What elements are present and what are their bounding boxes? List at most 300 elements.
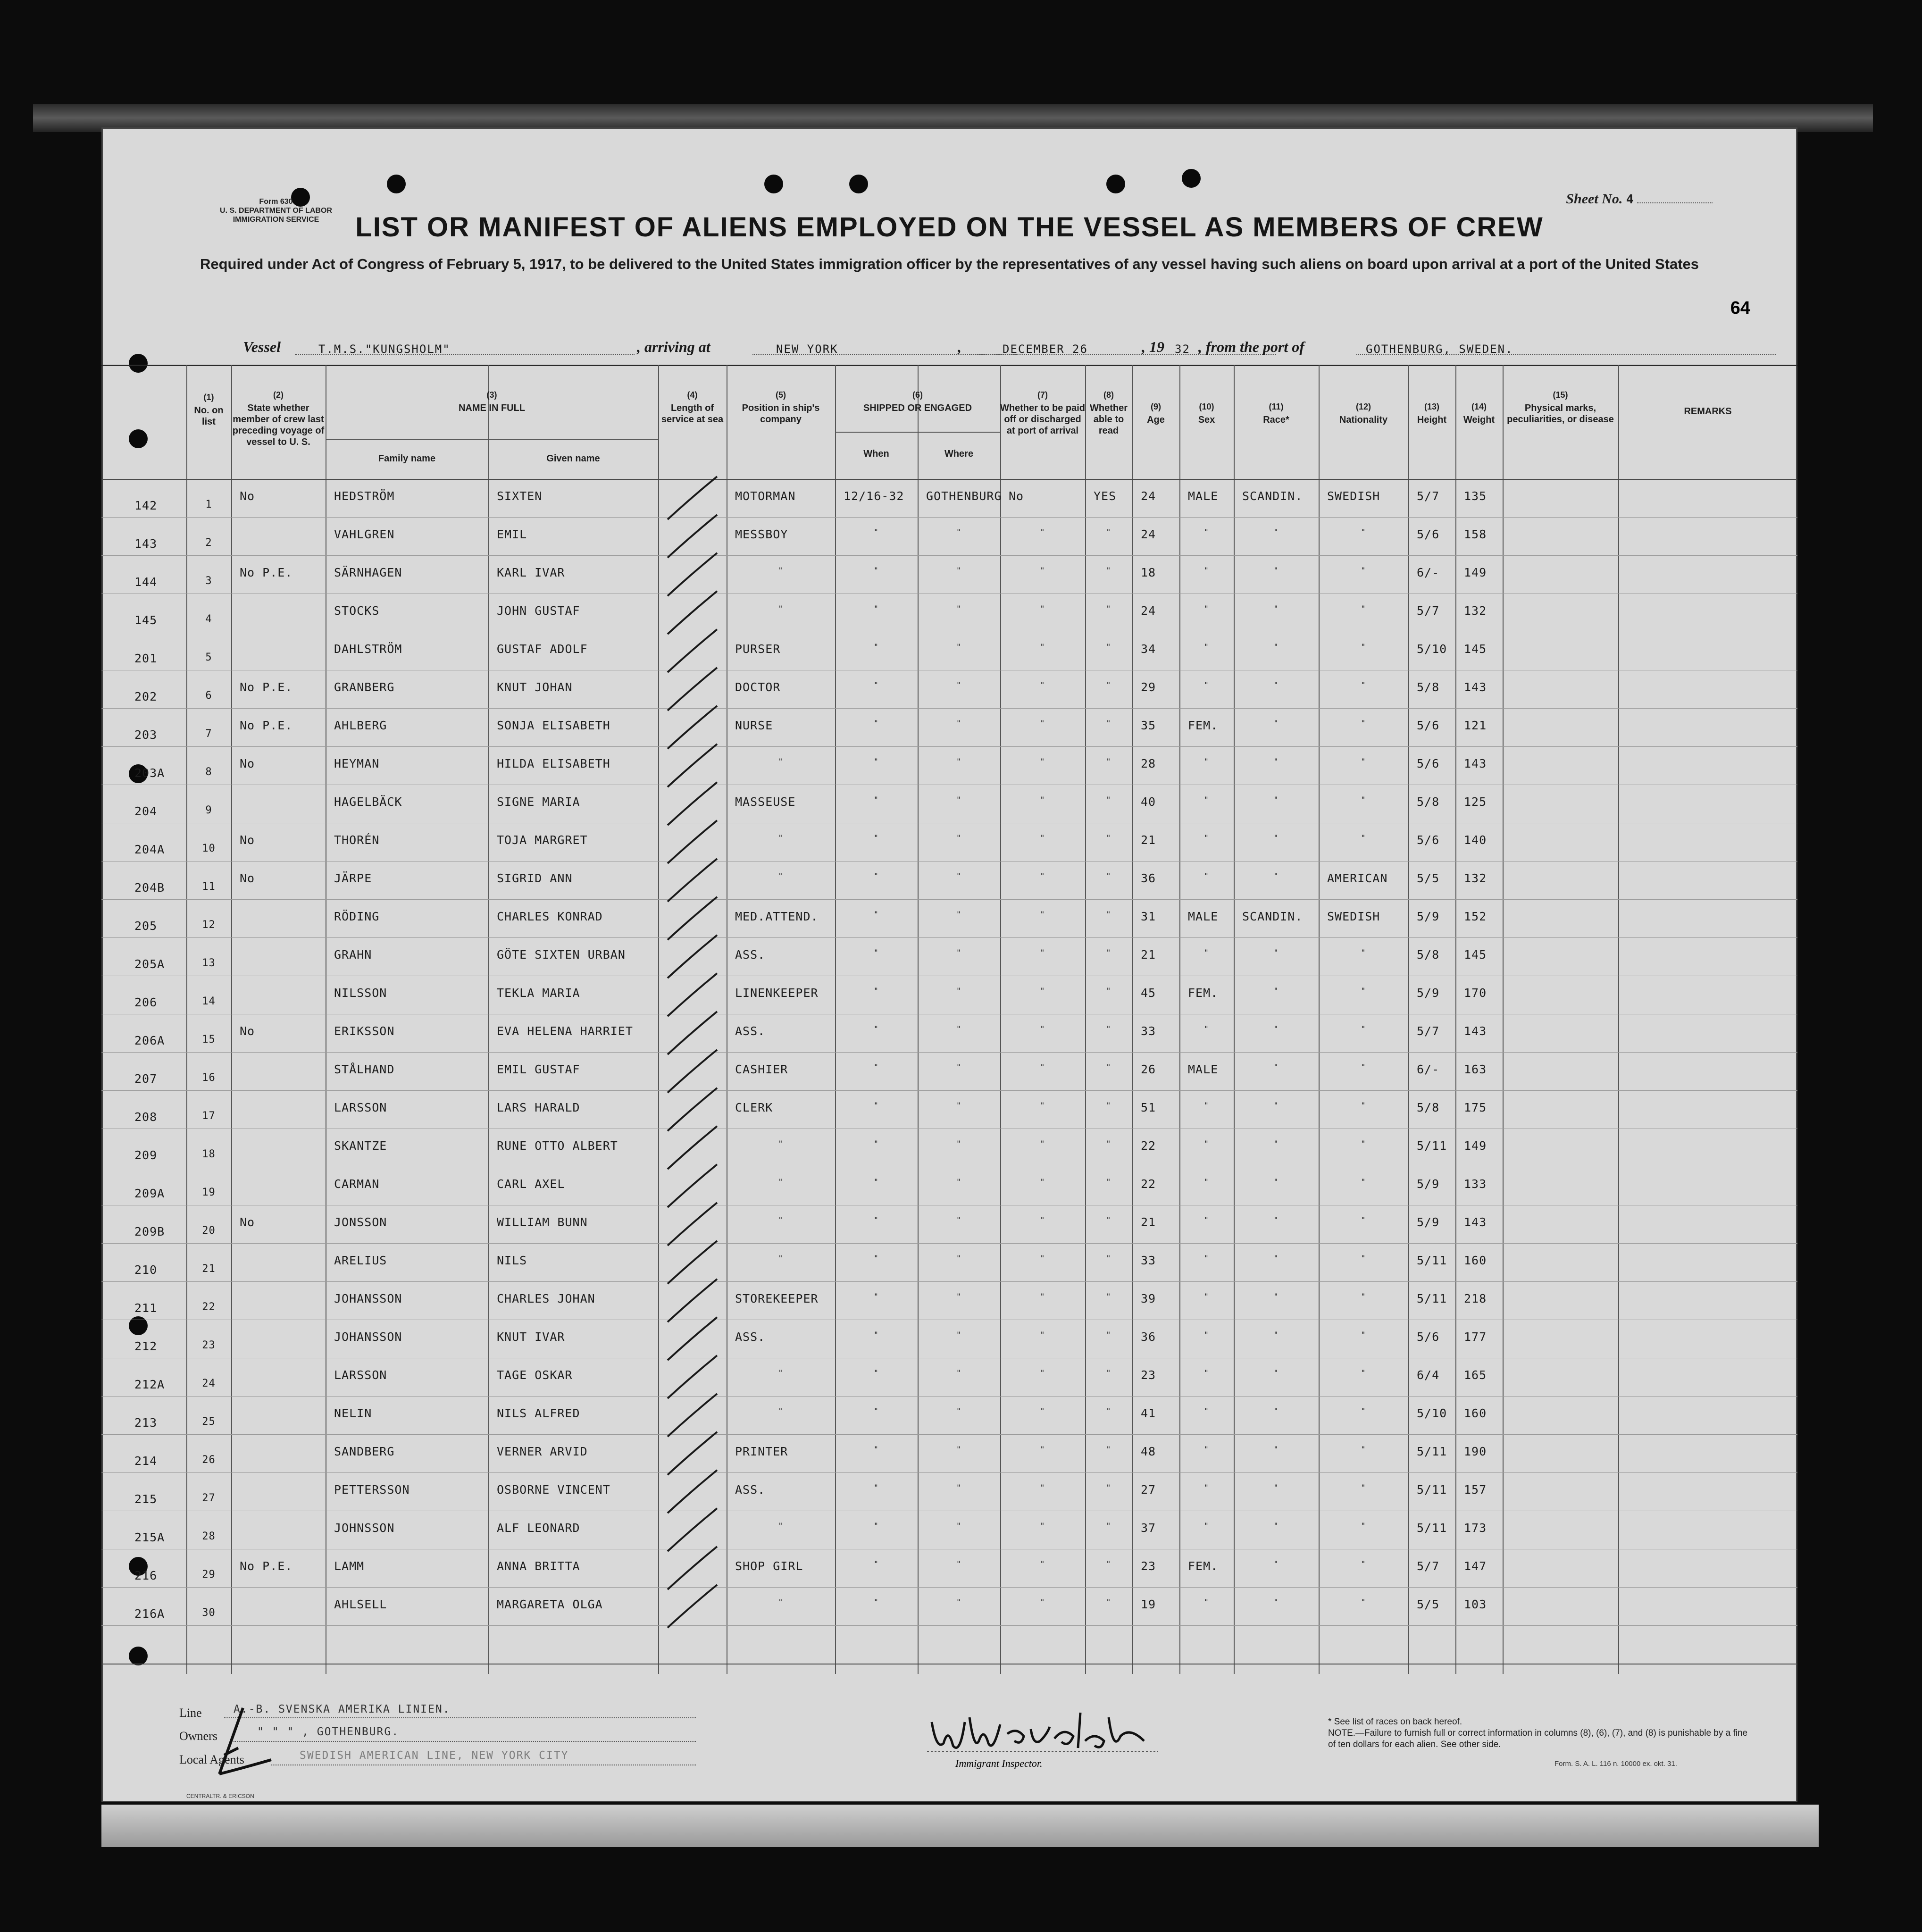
cell-family: LARSSON [334,1101,387,1114]
cell-no: 16 [202,1072,216,1084]
cell-age: 24 [1141,527,1156,541]
ditto-mark: " [1361,1483,1366,1492]
cell-weight: 145 [1464,642,1487,656]
cell-ref: 204B [134,881,165,895]
cell-height: 5/11 [1417,1483,1447,1497]
cell-age: 23 [1141,1368,1156,1382]
ditto-mark: " [1204,1521,1209,1530]
year-label: , 19 [1142,338,1164,355]
cell-nationality: AMERICAN [1327,871,1388,885]
ditto-mark: " [1361,795,1366,804]
ditto-mark: " [956,1406,961,1415]
cell-given: EMIL [497,527,527,541]
ditto-mark: " [956,1368,961,1377]
cell-family: SÄRNHAGEN [334,566,402,579]
cell-height: 5/7 [1417,1024,1440,1038]
cell-given: NILS [497,1254,527,1267]
ditto-mark: " [1361,1597,1366,1606]
service-stroke [668,1088,717,1131]
cell-prev: No [240,489,255,503]
ditto-mark: " [1040,1215,1045,1224]
cell-position: DOCTOR [735,680,781,694]
ditto-mark: " [1106,566,1111,575]
ditto-mark: " [956,1330,961,1339]
cell-ref: 203 [134,728,158,742]
ditto-mark: " [874,1445,879,1454]
cell-no: 9 [205,804,212,816]
cell-position: MOTORMAN [735,489,796,503]
ditto-mark: " [1040,1597,1045,1606]
ditto-mark: " [1204,1368,1209,1377]
page-number: 64 [1730,298,1750,318]
cell-ref: 207 [134,1072,158,1086]
cell-height: 5/5 [1417,871,1440,885]
cell-position: PURSER [735,642,781,656]
cell-family: RÖDING [334,910,380,923]
cell-height: 5/6 [1417,757,1440,770]
ditto-mark: " [778,1597,784,1606]
ditto-mark: " [1106,719,1111,728]
cell-no: 26 [202,1454,216,1466]
cell-height: 5/6 [1417,833,1440,847]
ditto-mark: " [1273,1597,1279,1606]
cell-height: 5/11 [1417,1254,1447,1267]
cell-read: YES [1094,489,1117,503]
ditto-mark: " [956,1445,961,1454]
ditto-mark: " [1040,1139,1045,1148]
cell-family: CARMAN [334,1177,380,1191]
cell-no: 2 [205,537,212,549]
cell-no: 8 [205,766,212,778]
ditto-mark: " [1273,1139,1279,1148]
ditto-mark: " [778,1406,784,1415]
cell-family: AHLSELL [334,1597,387,1611]
cell-family: JOHANSSON [334,1330,402,1344]
cell-weight: 160 [1464,1406,1487,1420]
ditto-mark: " [956,910,961,919]
ditto-mark: " [1361,833,1366,842]
ditto-mark: " [1106,1177,1111,1186]
ditto-mark: " [874,871,879,880]
vessel-name: T.M.S."KUNGSHOLM" [318,343,451,356]
form-number: Form 630 [259,198,293,206]
cell-age: 22 [1141,1139,1156,1153]
cell-weight: 143 [1464,680,1487,694]
cell-ref: 215A [134,1531,165,1544]
cell-age: 19 [1141,1597,1156,1611]
cell-weight: 143 [1464,1215,1487,1229]
arrival-year: 32 [1175,343,1190,356]
cell-height: 6/4 [1417,1368,1440,1382]
header-race: (11) Race* [1263,402,1289,425]
header-family-name: Family name [378,453,436,464]
ditto-mark: " [1361,680,1366,689]
cell-age: 24 [1141,604,1156,618]
cell-ref: 201 [134,652,158,665]
header-when: When [863,449,889,459]
ditto-mark: " [1106,1368,1111,1377]
cell-ref: 206 [134,995,158,1009]
cell-ref: 214 [134,1454,158,1468]
cell-no: 27 [202,1492,216,1504]
cell-height: 5/7 [1417,489,1440,503]
ditto-mark: " [1361,1024,1366,1033]
cell-ref: 216 [134,1569,158,1582]
ditto-mark: " [956,680,961,689]
cell-age: 24 [1141,489,1156,503]
cell-given: VERNER ARVID [497,1445,588,1458]
cell-position: ASS. [735,948,766,962]
ditto-mark: " [956,1292,961,1301]
cell-given: ALF LEONARD [497,1521,580,1535]
ditto-mark: " [1040,948,1045,957]
cell-ref: 203A [134,766,165,780]
cell-weight: 133 [1464,1177,1487,1191]
ditto-mark: " [1106,680,1111,689]
cell-position: MED.ATTEND. [735,910,819,923]
ditto-mark: " [1361,1177,1366,1186]
ditto-mark: " [1106,871,1111,880]
ditto-mark: " [874,795,879,804]
ditto-mark: " [1273,604,1279,613]
cell-position: PRINTER [735,1445,788,1458]
ditto-mark: " [1106,1254,1111,1263]
cell-weight: 170 [1464,986,1487,1000]
ditto-mark: " [1204,680,1209,689]
cell-height: 5/8 [1417,795,1440,809]
cell-height: 5/11 [1417,1445,1447,1458]
cell-sex: MALE [1188,489,1219,503]
cell-weight: 121 [1464,719,1487,732]
header-physical-marks: (15) Physical marks, peculiarities, or disease [1507,390,1614,425]
ditto-mark: " [1273,1215,1279,1224]
cell-weight: 218 [1464,1292,1487,1305]
ditto-mark: " [1040,1292,1045,1301]
ditto-mark: " [1273,1177,1279,1186]
cell-weight: 132 [1464,604,1487,618]
ditto-mark: " [1040,757,1045,766]
cell-position: CLERK [735,1101,773,1114]
cell-height: 5/7 [1417,604,1440,618]
cell-prev: No [240,871,255,885]
cell-ref: 204A [134,843,165,856]
service-stroke [668,1279,717,1322]
service-stroke [668,1241,717,1284]
header-no-on-list: (1) No. on list [194,393,224,427]
cell-age: 33 [1141,1254,1156,1267]
cell-height: 5/9 [1417,986,1440,1000]
cell-weight: 125 [1464,795,1487,809]
vessel-label: Vessel [243,338,281,355]
cell-age: 48 [1141,1445,1156,1458]
ditto-mark: " [956,986,961,995]
cell-weight: 149 [1464,566,1487,579]
cell-ref: 213 [134,1416,158,1430]
cell-position: MESSBOY [735,527,788,541]
ditto-mark: " [874,1559,879,1568]
ditto-mark: " [874,1483,879,1492]
ditto-mark: " [1204,527,1209,536]
ditto-mark: " [1106,986,1111,995]
cell-ref: 209 [134,1148,158,1162]
header-weight: (14) Weight [1463,402,1495,425]
service-stroke [668,1470,717,1513]
ditto-mark: " [1204,1177,1209,1186]
service-stroke [668,1126,717,1169]
cell-ref: 204 [134,804,158,818]
cell-ref: 143 [134,537,158,551]
cell-given: HILDA ELISABETH [497,757,610,770]
service-stroke [668,1164,717,1207]
ditto-mark: " [1273,986,1279,995]
ditto-mark: " [1204,1483,1209,1492]
cell-family: JOHNSSON [334,1521,395,1535]
cell-no: 28 [202,1531,216,1542]
cell-family: HAGELBÄCK [334,795,402,809]
ditto-mark: " [1361,1292,1366,1301]
ditto-mark: " [1273,642,1279,651]
cell-height: 5/10 [1417,642,1447,656]
ditto-mark: " [1273,1521,1279,1530]
cell-height: 5/10 [1417,1406,1447,1420]
cell-sex: MALE [1188,1062,1219,1076]
cell-height: 5/11 [1417,1292,1447,1305]
ditto-mark: " [1040,1024,1045,1033]
handwritten-mark [210,1703,276,1783]
ditto-mark: " [874,1024,879,1033]
cell-paid: No [1009,489,1024,503]
cell-age: 29 [1141,680,1156,694]
cell-weight: 163 [1464,1062,1487,1076]
ditto-mark: " [956,871,961,880]
cell-weight: 145 [1464,948,1487,962]
cell-weight: 140 [1464,833,1487,847]
line-label: Line [179,1706,202,1720]
cell-family: SKANTZE [334,1139,387,1153]
ditto-mark: " [874,1215,879,1224]
ditto-mark: " [1273,719,1279,728]
cell-prev: No P.E. [240,1559,293,1573]
cell-given: ANNA BRITTA [497,1559,580,1573]
cell-weight: 173 [1464,1521,1487,1535]
ditto-mark: " [1273,1406,1279,1415]
cell-family: JONSSON [334,1215,387,1229]
ditto-mark: " [1204,604,1209,613]
ditto-mark: " [874,527,879,536]
cell-no: 29 [202,1569,216,1581]
service-stroke [668,1317,717,1360]
ditto-mark: " [1106,1024,1111,1033]
service-stroke [668,515,717,558]
cell-given: KNUT IVAR [497,1330,565,1344]
cell-sex: FEM. [1188,719,1219,732]
cell-family: STÅLHAND [334,1062,395,1076]
ditto-mark: " [956,604,961,613]
ditto-mark: " [1204,642,1209,651]
cell-family: HEYMAN [334,757,380,770]
cell-family: NELIN [334,1406,372,1420]
ditto-mark: " [1361,1330,1366,1339]
service-stroke [668,1355,717,1398]
cell-family: GRANBERG [334,680,395,694]
ditto-mark: " [1040,1559,1045,1568]
cell-given: EVA HELENA HARRIET [497,1024,633,1038]
ditto-mark: " [1361,948,1366,957]
cell-age: 37 [1141,1521,1156,1535]
cell-age: 21 [1141,948,1156,962]
ditto-mark: " [1273,833,1279,842]
service-stroke [668,629,717,672]
cell-position: CASHIER [735,1062,788,1076]
cell-no: 12 [202,919,216,931]
cell-given: KNUT JOHAN [497,680,573,694]
ditto-mark: " [1040,871,1045,880]
cell-weight: 157 [1464,1483,1487,1497]
cell-weight: 190 [1464,1445,1487,1458]
ditto-mark: " [874,1330,879,1339]
service-stroke [668,706,717,749]
header-length-of-service: (4) Length of service at sea [661,390,724,425]
cell-age: 51 [1141,1101,1156,1114]
cell-race: SCANDIN. [1242,910,1303,923]
cell-ref: 144 [134,575,158,589]
cell-given: CARL AXEL [497,1177,565,1191]
line-value: A.-B. SVENSKA AMERIKA LINIEN. [234,1703,451,1715]
ditto-mark: " [1361,642,1366,651]
ditto-mark: " [1040,566,1045,575]
ditto-mark: " [1361,1368,1366,1377]
cell-height: 5/9 [1417,910,1440,923]
cell-family: LARSSON [334,1368,387,1382]
ditto-mark: " [956,1139,961,1148]
ditto-mark: " [1040,719,1045,728]
cell-age: 27 [1141,1483,1156,1497]
cell-ref: 216A [134,1607,165,1621]
ditto-mark: " [956,833,961,842]
cell-height: 5/7 [1417,1559,1440,1573]
cell-height: 5/9 [1417,1177,1440,1191]
header-height: (13) Height [1417,402,1447,425]
cell-age: 21 [1141,833,1156,847]
length-of-service-strokes [101,127,1797,1802]
ditto-mark: " [1106,1292,1111,1301]
cell-given: CHARLES JOHAN [497,1292,595,1305]
cell-prev: No P.E. [240,566,293,579]
service-stroke [668,897,717,940]
ditto-mark: " [1361,1101,1366,1110]
cell-height: 5/5 [1417,1597,1440,1611]
cell-position: SHOP GIRL [735,1559,803,1573]
footer-notes [1328,1716,1753,1750]
cell-family: DAHLSTRÖM [334,642,402,656]
ditto-mark: " [778,604,784,613]
ditto-mark: " [1273,757,1279,766]
ditto-mark: " [1361,1254,1366,1263]
ditto-mark: " [1106,910,1111,919]
cell-position: LINENKEEPER [735,986,819,1000]
cell-ref: 210 [134,1263,158,1277]
header-paid-off: (7) Whether to be paid off or discharged at port of arrival [1000,390,1085,436]
cell-height: 5/8 [1417,1101,1440,1114]
cell-no: 6 [205,690,212,702]
ditto-mark: " [956,1521,961,1530]
ditto-mark: " [874,604,879,613]
ditto-mark: " [1040,795,1045,804]
ditto-mark: " [1204,795,1209,804]
ditto-mark: " [956,757,961,766]
cell-no: 30 [202,1607,216,1619]
cell-ref: 212A [134,1378,165,1391]
ditto-mark: " [1040,1445,1045,1454]
ditto-mark: " [1106,1215,1111,1224]
manifest-sheet [101,127,1797,1802]
sheet-number-value: 4 [1626,192,1634,207]
cell-given: TOJA MARGRET [497,833,588,847]
ditto-mark: " [1106,1101,1111,1110]
ditto-mark: " [1204,1330,1209,1339]
cell-position: ASS. [735,1483,766,1497]
ditto-mark: " [1040,604,1045,613]
cell-age: 31 [1141,910,1156,923]
cell-prev: No [240,833,255,847]
ditto-mark: " [1204,566,1209,575]
ditto-mark: " [1204,1406,1209,1415]
ditto-mark: " [1273,871,1279,880]
ditto-mark: " [1204,1101,1209,1110]
ditto-mark: " [1040,1177,1045,1186]
service-stroke [668,1585,717,1628]
ditto-mark: " [778,871,784,880]
cell-given: SIXTEN [497,489,543,503]
ditto-mark: " [1361,1445,1366,1454]
cell-age: 26 [1141,1062,1156,1076]
cell-age: 22 [1141,1177,1156,1191]
cell-no: 17 [202,1110,216,1122]
ditto-mark: " [874,1368,879,1377]
ditto-mark: " [1204,1215,1209,1224]
cell-where: GOTHENBURG [926,489,1002,503]
vessel-info-line: Vessel T.M.S."KUNGSHOLM" , arriving at NEW YORK , DECEMBER 26 , 19 32 , from the port of GOTHENBURG, SWEDEN. [243,335,1776,359]
ditto-mark: " [874,566,879,575]
cell-family: HEDSTRÖM [334,489,395,503]
service-stroke [668,1508,717,1551]
cell-weight: 143 [1464,757,1487,770]
service-stroke [668,477,717,519]
ditto-mark: " [874,1521,879,1530]
cell-no: 22 [202,1301,216,1313]
ditto-mark: " [1361,1215,1366,1224]
cell-given: SIGRID ANN [497,871,573,885]
manifest-subtitle: Required under Act of Congress of February 5, 1917, to be delivered to the United States immigration officer by the representatives of any vessel having such aliens on board upon arrival at a port of the United States [200,256,1699,272]
ditto-mark: " [1106,1330,1111,1339]
cell-weight: 143 [1464,1024,1487,1038]
cell-weight: 149 [1464,1139,1487,1153]
cell-prev: No P.E. [240,719,293,732]
cell-family: JOHANSSON [334,1292,402,1305]
cell-no: 7 [205,728,212,740]
ditto-mark: " [1273,1368,1279,1377]
cell-height: 6/- [1417,566,1440,579]
cell-ref: 211 [134,1301,158,1315]
cell-no: 18 [202,1148,216,1160]
ditto-mark: " [1361,1559,1366,1568]
cell-no: 15 [202,1034,216,1045]
service-stroke [668,859,717,902]
ditto-mark: " [1361,1406,1366,1415]
ditto-mark: " [1273,1483,1279,1492]
service-stroke [668,1394,717,1437]
cell-given: JOHN GUSTAF [497,604,580,618]
